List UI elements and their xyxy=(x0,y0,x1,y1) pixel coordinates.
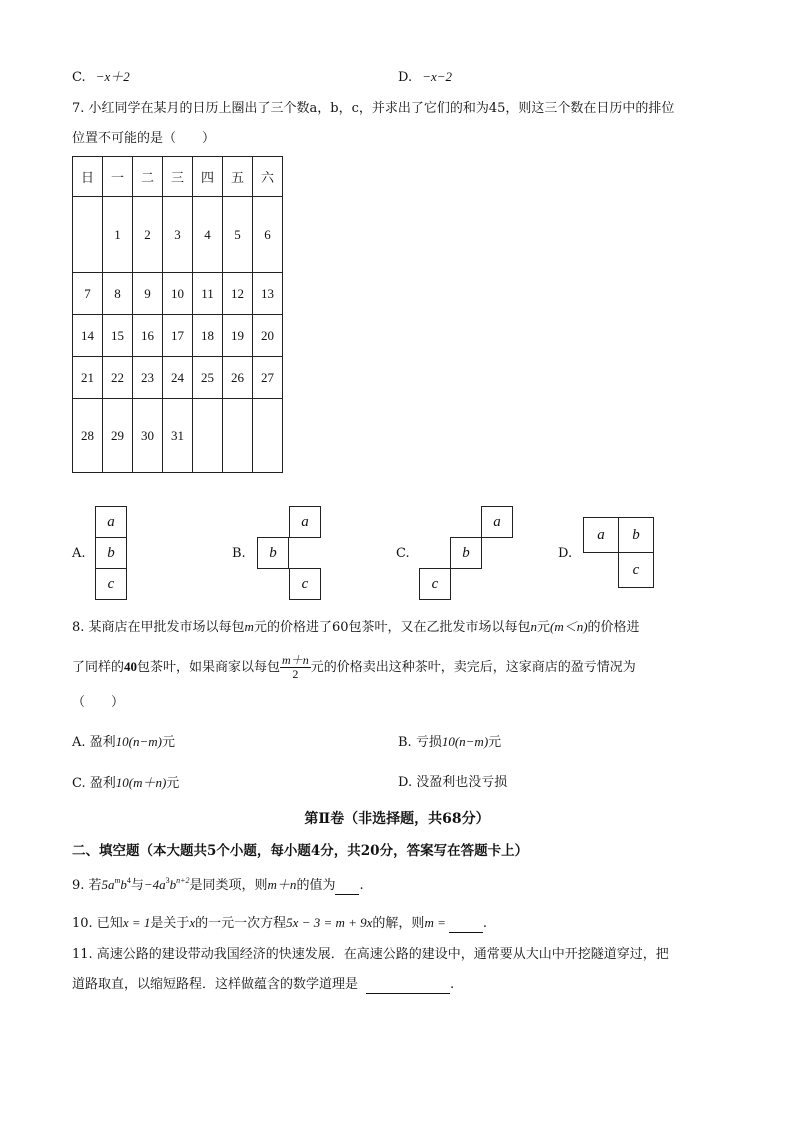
calendar-cell: 25 xyxy=(193,357,223,399)
q7-option-b-cell: c xyxy=(289,568,321,600)
calendar-cell: 20 xyxy=(253,315,283,357)
calendar-cell: 13 xyxy=(253,273,283,315)
text-span: 的价格进 xyxy=(587,620,640,635)
math-equation: 5x − 3 = m + 9x xyxy=(286,915,373,930)
term2 xyxy=(144,877,190,892)
fraction xyxy=(280,654,311,681)
q8-answer-paren: （ ） xyxy=(72,695,125,710)
calendar-header-cell: 日 xyxy=(73,157,103,197)
q7-option-d-label: D. xyxy=(558,546,573,561)
option-label: D. 没盈利也没亏损 xyxy=(398,775,508,790)
option-label: D. xyxy=(398,70,413,85)
math-var: x xyxy=(189,915,196,930)
section-title: 第Ⅱ卷（非选择题，共68分） xyxy=(304,811,490,827)
q7-stem-line2: 位置不可能的是（ ） xyxy=(72,131,216,146)
calendar-cell xyxy=(73,197,103,273)
calendar-row xyxy=(73,273,283,315)
option-unit: 元 xyxy=(161,735,175,750)
option-expression: −x−2 xyxy=(422,69,453,84)
answer-blank[interactable] xyxy=(366,980,450,994)
calendar-cell: 31 xyxy=(163,399,193,473)
option-unit: 元 xyxy=(166,776,180,791)
math-condition: (m＜n) xyxy=(550,619,588,634)
term-exponent: 3 xyxy=(165,875,170,885)
calendar-cell: 29 xyxy=(103,399,133,473)
text-span: 10. 已知 xyxy=(72,916,123,931)
calendar-header-cell: 三 xyxy=(163,157,193,197)
q11-stem-line1: 11. 高速公路的建设带动我国经济的快速发展．在高速公路的建设中，通常要从大山中开挖隧道穿过，把 xyxy=(72,947,669,962)
q6-option-d xyxy=(398,68,452,87)
math-expression: m＋n xyxy=(267,877,297,892)
term-exponent: m xyxy=(114,875,121,885)
text-span: . xyxy=(482,916,487,931)
calendar-header-row xyxy=(73,157,283,197)
option-label: C. xyxy=(72,70,86,85)
calendar-header-cell: 一 xyxy=(103,157,133,197)
q7-option-a-label: A. xyxy=(72,546,86,561)
text-span: 包茶叶，如果商家以每包 xyxy=(137,660,281,675)
calendar-cell xyxy=(223,399,253,473)
calendar-cell: 27 xyxy=(253,357,283,399)
calendar-cell: 8 xyxy=(103,273,133,315)
calendar-cell: 2 xyxy=(133,197,163,273)
text-span: 9. 若 xyxy=(72,878,102,893)
calendar-row xyxy=(73,197,283,273)
text-span: 了同样的 xyxy=(72,660,125,675)
q7-option-a-cell: c xyxy=(95,568,127,600)
q7-option-c-cell: b xyxy=(450,537,482,569)
calendar-cell: 22 xyxy=(103,357,133,399)
option-expression: −x＋2 xyxy=(95,69,130,84)
math-condition: x = 1 xyxy=(122,915,151,930)
option-unit: 元 xyxy=(488,735,502,750)
q6-option-c xyxy=(72,68,130,87)
calendar-cell: 6 xyxy=(253,197,283,273)
calendar-cell: 28 xyxy=(73,399,103,473)
calendar-cell: 10 xyxy=(163,273,193,315)
term-base: b xyxy=(120,877,127,892)
text-span: . xyxy=(450,977,455,992)
calendar-cell xyxy=(253,399,283,473)
text-span: 道路取直，以缩短路程．这样做蕴含的数学道理是 xyxy=(72,977,359,992)
q7-option-c-label: C. xyxy=(396,546,410,561)
text-span: 8. 某商店在甲批发市场以每包 xyxy=(72,620,245,635)
calendar-cell xyxy=(193,399,223,473)
q7-option-b-cell: b xyxy=(257,537,289,569)
calendar-header-cell: 五 xyxy=(223,157,253,197)
calendar-row xyxy=(73,315,283,357)
calendar-row xyxy=(73,357,283,399)
number-40: 40 xyxy=(124,659,138,674)
term1 xyxy=(102,877,131,892)
math-var: n xyxy=(530,619,537,634)
text-span: 元 xyxy=(536,620,550,635)
term-exponent: 4 xyxy=(126,875,131,885)
q9-stem xyxy=(72,876,364,895)
text-span: 的解，则 xyxy=(372,916,425,931)
q7-option-a-cell: a xyxy=(95,506,127,538)
fraction-numerator: m＋n xyxy=(282,653,309,667)
q7-option-b-cell: a xyxy=(289,506,321,538)
q8-option-b xyxy=(398,733,501,752)
option-label: C. 盈利 xyxy=(72,776,116,791)
text-span: 元的价格进了60包茶叶，又在乙批发市场以每包 xyxy=(253,620,531,635)
calendar-header-cell: 二 xyxy=(133,157,163,197)
calendar-cell: 3 xyxy=(163,197,193,273)
calendar-cell: 11 xyxy=(193,273,223,315)
calendar-cell: 4 xyxy=(193,197,223,273)
text-span: 与 xyxy=(130,878,144,893)
term-exponent: n+2 xyxy=(176,875,190,885)
calendar-header-cell: 四 xyxy=(193,157,223,197)
option-expression: 10(m＋n) xyxy=(115,775,167,790)
section-heading: 二、填空题（本大题共5个小题，每小题4分，共20分，答案写在答题卡上） xyxy=(72,843,529,859)
answer-blank[interactable] xyxy=(335,881,359,895)
q8-option-a xyxy=(72,733,175,752)
calendar-cell: 14 xyxy=(73,315,103,357)
q7-stem-line1: 7. 小红同学在某月的日历上圈出了三个数a，b，c，并求出了它们的和为45，则这三个数在日历中的排位 xyxy=(72,101,675,116)
calendar-cell: 12 xyxy=(223,273,253,315)
calendar-cell: 17 xyxy=(163,315,193,357)
calendar-cell: 18 xyxy=(193,315,223,357)
math-answer-label: m = xyxy=(424,915,446,930)
option-label: B. 亏损 xyxy=(398,735,442,750)
option-label: A. 盈利 xyxy=(72,735,116,750)
term-base: 5a xyxy=(101,877,115,892)
option-expression: 10(n−m) xyxy=(441,734,489,749)
calendar-table xyxy=(72,156,283,473)
text-span: . xyxy=(359,878,364,893)
calendar-cell: 5 xyxy=(223,197,253,273)
q7-option-d-cell: a xyxy=(583,517,619,553)
q8-option-d xyxy=(398,774,507,792)
text-span: 的一元一次方程 xyxy=(195,916,287,931)
calendar-cell: 7 xyxy=(73,273,103,315)
calendar-cell: 9 xyxy=(133,273,163,315)
text-span: 的值为 xyxy=(296,878,336,893)
q8-stem-line2 xyxy=(72,652,636,683)
q7-option-d-cell: b xyxy=(618,517,654,553)
calendar-cell: 15 xyxy=(103,315,133,357)
q7-option-c-cell: c xyxy=(419,568,451,600)
q8-stem-line1 xyxy=(72,618,640,637)
answer-blank[interactable] xyxy=(449,919,483,933)
calendar-cell: 30 xyxy=(133,399,163,473)
calendar-row xyxy=(73,399,283,473)
text-span: 是同类项，则 xyxy=(189,878,268,893)
calendar-cell: 21 xyxy=(73,357,103,399)
text-span: 是关于 xyxy=(150,916,190,931)
calendar-cell: 24 xyxy=(163,357,193,399)
calendar-header-cell: 六 xyxy=(253,157,283,197)
math-var: m xyxy=(244,619,254,634)
fraction-denominator: 2 xyxy=(292,667,299,681)
text-span: 元的价格卖出这种茶叶，卖完后，这家商店的盈亏情况为 xyxy=(310,660,636,675)
calendar-cell: 23 xyxy=(133,357,163,399)
q7-option-a-cell: b xyxy=(95,537,127,569)
calendar-cell: 16 xyxy=(133,315,163,357)
q7-option-c-cell: a xyxy=(481,506,513,538)
calendar-cell: 1 xyxy=(103,197,133,273)
q7-option-b-label: B. xyxy=(232,546,246,561)
term-base: b xyxy=(169,877,177,892)
calendar-cell: 26 xyxy=(223,357,253,399)
q8-option-c xyxy=(72,774,179,793)
q11-stem-line2 xyxy=(72,976,454,994)
q7-option-d-cell: c xyxy=(618,552,654,588)
calendar-cell: 19 xyxy=(223,315,253,357)
option-expression: 10(n−m) xyxy=(115,734,162,749)
q10-stem xyxy=(72,914,487,933)
term-base: −4a xyxy=(143,877,166,892)
